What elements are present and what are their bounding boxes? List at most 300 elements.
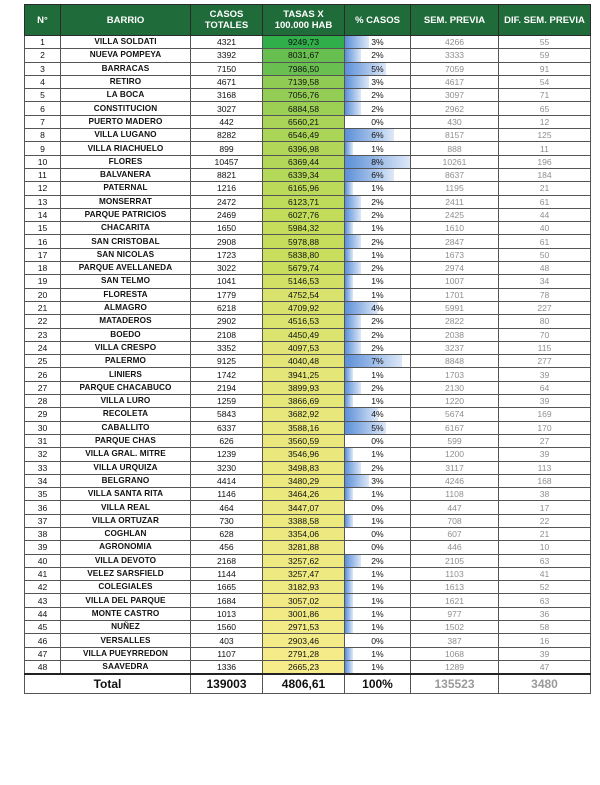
pct-value: 1% (371, 608, 384, 619)
row-pct-casos (345, 421, 411, 434)
table-row (25, 355, 591, 368)
pct-data-bar (345, 315, 361, 327)
row-dif-sem-previa: 168 (499, 474, 591, 487)
row-casos-totales: 456 (191, 541, 263, 554)
row-casos-totales: 3168 (191, 89, 263, 102)
row-dif-sem-previa: 277 (499, 355, 591, 368)
row-numero: 45 (25, 621, 61, 634)
table-row (25, 448, 591, 461)
row-barrio: VILLA LUGANO (61, 129, 191, 142)
row-numero: 4 (25, 75, 61, 88)
row-casos-totales: 1665 (191, 581, 263, 594)
pct-value: 1% (371, 183, 384, 194)
pct-value: 1% (371, 569, 384, 580)
pct-data-bar (345, 142, 353, 154)
row-barrio: VILLA DEVOTO (61, 554, 191, 567)
row-sem-previa: 2974 (411, 262, 499, 275)
pct-value: 5% (371, 63, 384, 74)
row-sem-previa: 10261 (411, 155, 499, 168)
row-pct-casos (345, 488, 411, 501)
header-casos-totales: CASOS TOTALES (191, 5, 263, 36)
row-tasa: 3182,93 (263, 581, 345, 594)
table-row (25, 368, 591, 381)
row-tasa: 6396,98 (263, 142, 345, 155)
row-tasa: 3001,86 (263, 607, 345, 620)
row-numero: 32 (25, 448, 61, 461)
table-row (25, 115, 591, 128)
row-tasa: 9249,73 (263, 36, 345, 49)
row-sem-previa: 2425 (411, 208, 499, 221)
row-numero: 12 (25, 182, 61, 195)
row-pct-casos (345, 514, 411, 527)
row-pct-casos (345, 248, 411, 261)
pct-data-bar (345, 235, 361, 247)
row-sem-previa: 6167 (411, 421, 499, 434)
row-numero: 7 (25, 115, 61, 128)
row-barrio: FLORESTA (61, 288, 191, 301)
row-tasa: 2903,46 (263, 634, 345, 647)
row-casos-totales: 10457 (191, 155, 263, 168)
row-tasa: 6369,44 (263, 155, 345, 168)
header-pct-casos: % CASOS (345, 5, 411, 36)
row-casos-totales: 1107 (191, 647, 263, 660)
total-pct: 100% (345, 674, 411, 694)
pct-value: 1% (371, 289, 384, 300)
pct-value: 0% (371, 542, 384, 553)
row-sem-previa: 446 (411, 541, 499, 554)
row-barrio: RECOLETA (61, 408, 191, 421)
row-dif-sem-previa: 70 (499, 328, 591, 341)
row-casos-totales: 8821 (191, 168, 263, 181)
row-dif-sem-previa: 91 (499, 62, 591, 75)
row-barrio: BALVANERA (61, 168, 191, 181)
row-pct-casos (345, 607, 411, 620)
row-casos-totales: 5843 (191, 408, 263, 421)
row-pct-casos (345, 474, 411, 487)
row-dif-sem-previa: 55 (499, 36, 591, 49)
pct-value: 3% (371, 77, 384, 88)
row-barrio: SAN CRISTOBAL (61, 235, 191, 248)
row-casos-totales: 3027 (191, 102, 263, 115)
pct-value: 0% (371, 502, 384, 513)
row-casos-totales: 1144 (191, 567, 263, 580)
row-tasa: 3388,58 (263, 514, 345, 527)
row-barrio: SAN NICOLAS (61, 248, 191, 261)
row-barrio: SAN TELMO (61, 275, 191, 288)
row-casos-totales: 1041 (191, 275, 263, 288)
row-casos-totales: 6218 (191, 301, 263, 314)
row-barrio: PARQUE PATRICIOS (61, 208, 191, 221)
row-numero: 42 (25, 581, 61, 594)
row-barrio: VILLA ORTUZAR (61, 514, 191, 527)
pct-value: 1% (371, 369, 384, 380)
row-numero: 47 (25, 647, 61, 660)
row-sem-previa: 3117 (411, 461, 499, 474)
row-barrio: ALMAGRO (61, 301, 191, 314)
pct-data-bar (345, 249, 353, 261)
row-barrio: VILLA LURO (61, 395, 191, 408)
row-dif-sem-previa: 115 (499, 341, 591, 354)
row-sem-previa: 2411 (411, 195, 499, 208)
row-casos-totales: 3352 (191, 341, 263, 354)
pct-data-bar (345, 594, 353, 606)
row-dif-sem-previa: 21 (499, 182, 591, 195)
table-row (25, 594, 591, 607)
row-barrio: VILLA SANTA RITA (61, 488, 191, 501)
row-sem-previa: 1673 (411, 248, 499, 261)
row-dif-sem-previa: 170 (499, 421, 591, 434)
row-sem-previa: 2822 (411, 315, 499, 328)
pct-value: 2% (371, 342, 384, 353)
row-sem-previa: 3237 (411, 341, 499, 354)
pct-data-bar (345, 475, 369, 487)
row-sem-previa: 1103 (411, 567, 499, 580)
row-dif-sem-previa: 78 (499, 288, 591, 301)
row-dif-sem-previa: 17 (499, 501, 591, 514)
row-dif-sem-previa: 22 (499, 514, 591, 527)
row-dif-sem-previa: 50 (499, 248, 591, 261)
row-numero: 5 (25, 89, 61, 102)
row-casos-totales: 2472 (191, 195, 263, 208)
table-row (25, 36, 591, 49)
row-sem-previa: 1195 (411, 182, 499, 195)
row-tasa: 3899,93 (263, 381, 345, 394)
pct-data-bar (345, 275, 353, 287)
table-row (25, 395, 591, 408)
row-tasa: 4097,53 (263, 341, 345, 354)
row-pct-casos (345, 129, 411, 142)
row-sem-previa: 2130 (411, 381, 499, 394)
row-numero: 38 (25, 527, 61, 540)
table-row (25, 328, 591, 341)
table-row (25, 474, 591, 487)
row-casos-totales: 2908 (191, 235, 263, 248)
row-numero: 24 (25, 341, 61, 354)
pct-value: 2% (371, 555, 384, 566)
table-row (25, 102, 591, 115)
total-tasa: 4806,61 (263, 674, 345, 694)
row-casos-totales: 626 (191, 434, 263, 447)
row-sem-previa: 7059 (411, 62, 499, 75)
table-row (25, 49, 591, 62)
row-sem-previa: 2038 (411, 328, 499, 341)
row-tasa: 3560,59 (263, 434, 345, 447)
pct-value: 4% (371, 303, 384, 314)
row-dif-sem-previa: 63 (499, 594, 591, 607)
row-dif-sem-previa: 71 (499, 89, 591, 102)
pct-value: 1% (371, 223, 384, 234)
row-casos-totales: 1779 (191, 288, 263, 301)
pct-value: 2% (371, 329, 384, 340)
row-pct-casos (345, 594, 411, 607)
row-casos-totales: 628 (191, 527, 263, 540)
pct-data-bar (345, 196, 361, 208)
pct-value: 1% (371, 648, 384, 659)
row-sem-previa: 1068 (411, 647, 499, 660)
row-numero: 33 (25, 461, 61, 474)
pct-data-bar (345, 222, 353, 234)
row-sem-previa: 708 (411, 514, 499, 527)
row-dif-sem-previa: 38 (499, 488, 591, 501)
pct-value: 0% (371, 436, 384, 447)
pct-data-bar (345, 515, 353, 527)
pct-value: 1% (371, 249, 384, 260)
row-dif-sem-previa: 65 (499, 102, 591, 115)
row-tasa: 6165,96 (263, 182, 345, 195)
pct-value: 1% (371, 595, 384, 606)
table-row (25, 288, 591, 301)
row-numero: 37 (25, 514, 61, 527)
row-casos-totales: 9125 (191, 355, 263, 368)
row-barrio: COGHLAN (61, 527, 191, 540)
row-tasa: 3546,96 (263, 448, 345, 461)
row-pct-casos (345, 448, 411, 461)
row-tasa: 3257,47 (263, 567, 345, 580)
row-pct-casos (345, 275, 411, 288)
row-tasa: 6560,21 (263, 115, 345, 128)
pct-value: 5% (371, 422, 384, 433)
row-tasa: 7056,76 (263, 89, 345, 102)
row-casos-totales: 1560 (191, 621, 263, 634)
row-dif-sem-previa: 59 (499, 49, 591, 62)
pct-value: 2% (371, 382, 384, 393)
row-barrio: VILLA URQUIZA (61, 461, 191, 474)
row-casos-totales: 2194 (191, 381, 263, 394)
table-row (25, 581, 591, 594)
row-numero: 28 (25, 395, 61, 408)
row-tasa: 4450,49 (263, 328, 345, 341)
row-casos-totales: 1239 (191, 448, 263, 461)
pct-data-bar (345, 448, 353, 460)
row-sem-previa: 888 (411, 142, 499, 155)
pct-data-bar (345, 555, 361, 567)
row-sem-previa: 607 (411, 527, 499, 540)
cases-by-neighborhood-table (24, 4, 591, 694)
table-row (25, 62, 591, 75)
row-sem-previa: 1701 (411, 288, 499, 301)
row-pct-casos (345, 208, 411, 221)
row-sem-previa: 3097 (411, 89, 499, 102)
pct-data-bar (345, 182, 353, 194)
row-tasa: 3941,25 (263, 368, 345, 381)
row-barrio: VILLA CRESPO (61, 341, 191, 354)
row-numero: 26 (25, 368, 61, 381)
row-sem-previa: 599 (411, 434, 499, 447)
table-row (25, 89, 591, 102)
pct-value: 2% (371, 103, 384, 114)
row-sem-previa: 1220 (411, 395, 499, 408)
pct-value: 1% (371, 449, 384, 460)
row-barrio: FLORES (61, 155, 191, 168)
row-tasa: 8031,67 (263, 49, 345, 62)
row-pct-casos (345, 328, 411, 341)
table-row (25, 248, 591, 261)
row-dif-sem-previa: 80 (499, 315, 591, 328)
table-row (25, 541, 591, 554)
row-pct-casos (345, 381, 411, 394)
pct-value: 0% (371, 529, 384, 540)
row-pct-casos (345, 461, 411, 474)
pct-value: 1% (371, 276, 384, 287)
row-dif-sem-previa: 39 (499, 647, 591, 660)
row-tasa: 3057,02 (263, 594, 345, 607)
row-pct-casos (345, 182, 411, 195)
row-barrio: VILLA REAL (61, 501, 191, 514)
row-dif-sem-previa: 113 (499, 461, 591, 474)
row-numero: 29 (25, 408, 61, 421)
table-row (25, 315, 591, 328)
row-dif-sem-previa: 125 (499, 129, 591, 142)
row-sem-previa: 8157 (411, 129, 499, 142)
pct-value: 1% (371, 582, 384, 593)
row-barrio: VILLA DEL PARQUE (61, 594, 191, 607)
pct-value: 1% (371, 489, 384, 500)
row-barrio: CABALLITO (61, 421, 191, 434)
row-numero: 17 (25, 248, 61, 261)
table-row (25, 142, 591, 155)
row-numero: 27 (25, 381, 61, 394)
row-casos-totales: 3022 (191, 262, 263, 275)
row-numero: 16 (25, 235, 61, 248)
row-barrio: COLEGIALES (61, 581, 191, 594)
row-tasa: 2971,53 (263, 621, 345, 634)
pct-value: 1% (371, 396, 384, 407)
row-casos-totales: 1336 (191, 660, 263, 674)
table-row (25, 554, 591, 567)
row-sem-previa: 2847 (411, 235, 499, 248)
pct-data-bar (345, 49, 361, 61)
row-barrio: VILLA GRAL. MITRE (61, 448, 191, 461)
pct-value: 0% (371, 635, 384, 646)
pct-value: 7% (371, 356, 384, 367)
row-casos-totales: 1216 (191, 182, 263, 195)
row-sem-previa: 2105 (411, 554, 499, 567)
row-dif-sem-previa: 21 (499, 527, 591, 540)
row-pct-casos (345, 36, 411, 49)
row-dif-sem-previa: 64 (499, 381, 591, 394)
row-sem-previa: 1703 (411, 368, 499, 381)
row-pct-casos (345, 355, 411, 368)
row-casos-totales: 3230 (191, 461, 263, 474)
table-row (25, 408, 591, 421)
row-tasa: 5679,74 (263, 262, 345, 275)
row-dif-sem-previa: 169 (499, 408, 591, 421)
row-numero: 34 (25, 474, 61, 487)
row-tasa: 3498,83 (263, 461, 345, 474)
pct-value: 1% (371, 662, 384, 673)
table-row (25, 647, 591, 660)
row-barrio: AGRONOMIA (61, 541, 191, 554)
row-sem-previa: 4266 (411, 36, 499, 49)
pct-data-bar (345, 488, 353, 500)
pct-data-bar (345, 382, 361, 394)
row-tasa: 6546,49 (263, 129, 345, 142)
row-casos-totales: 4414 (191, 474, 263, 487)
row-dif-sem-previa: 52 (499, 581, 591, 594)
row-barrio: SAAVEDRA (61, 660, 191, 674)
pct-data-bar (345, 581, 353, 593)
row-numero: 40 (25, 554, 61, 567)
row-barrio: CONSTITUCION (61, 102, 191, 115)
row-tasa: 3354,06 (263, 527, 345, 540)
row-numero: 36 (25, 501, 61, 514)
row-pct-casos (345, 262, 411, 275)
row-pct-casos (345, 341, 411, 354)
row-sem-previa: 1613 (411, 581, 499, 594)
row-casos-totales: 4321 (191, 36, 263, 49)
row-numero: 23 (25, 328, 61, 341)
row-numero: 8 (25, 129, 61, 142)
pct-value: 2% (371, 263, 384, 274)
pct-value: 2% (371, 50, 384, 61)
row-numero: 14 (25, 208, 61, 221)
table-row (25, 488, 591, 501)
row-casos-totales: 6337 (191, 421, 263, 434)
row-numero: 22 (25, 315, 61, 328)
row-tasa: 6339,34 (263, 168, 345, 181)
row-barrio: RETIRO (61, 75, 191, 88)
pct-data-bar (345, 209, 361, 221)
row-barrio: MONSERRAT (61, 195, 191, 208)
row-numero: 21 (25, 301, 61, 314)
table-row (25, 275, 591, 288)
row-pct-casos (345, 368, 411, 381)
row-sem-previa: 3333 (411, 49, 499, 62)
row-pct-casos (345, 115, 411, 128)
pct-data-bar (345, 169, 394, 181)
row-pct-casos (345, 408, 411, 421)
total-label: Total (25, 674, 191, 694)
pct-data-bar (345, 462, 361, 474)
row-numero: 31 (25, 434, 61, 447)
row-barrio: LINIERS (61, 368, 191, 381)
row-numero: 25 (25, 355, 61, 368)
row-pct-casos (345, 168, 411, 181)
header-barrio: BARRIO (61, 5, 191, 36)
row-sem-previa: 8848 (411, 355, 499, 368)
pct-data-bar (345, 648, 353, 660)
row-casos-totales: 403 (191, 634, 263, 647)
row-numero: 30 (25, 421, 61, 434)
row-dif-sem-previa: 47 (499, 660, 591, 674)
pct-data-bar (345, 129, 394, 141)
row-dif-sem-previa: 227 (499, 301, 591, 314)
row-tasa: 2791,28 (263, 647, 345, 660)
row-tasa: 3480,29 (263, 474, 345, 487)
row-pct-casos (345, 142, 411, 155)
table-row (25, 621, 591, 634)
table-row (25, 501, 591, 514)
table-row (25, 381, 591, 394)
row-barrio: PUERTO MADERO (61, 115, 191, 128)
pct-data-bar (345, 89, 361, 101)
row-dif-sem-previa: 196 (499, 155, 591, 168)
row-casos-totales: 1146 (191, 488, 263, 501)
total-sem-previa: 135523 (411, 674, 499, 694)
row-sem-previa: 4617 (411, 75, 499, 88)
row-tasa: 3447,07 (263, 501, 345, 514)
row-sem-previa: 1610 (411, 222, 499, 235)
row-pct-casos (345, 501, 411, 514)
row-tasa: 3866,69 (263, 395, 345, 408)
table-row (25, 235, 591, 248)
header-sem-previa: SEM. PREVIA (411, 5, 499, 36)
row-tasa: 3281,88 (263, 541, 345, 554)
row-sem-previa: 5991 (411, 301, 499, 314)
row-pct-casos (345, 395, 411, 408)
row-sem-previa: 447 (411, 501, 499, 514)
row-tasa: 6884,58 (263, 102, 345, 115)
